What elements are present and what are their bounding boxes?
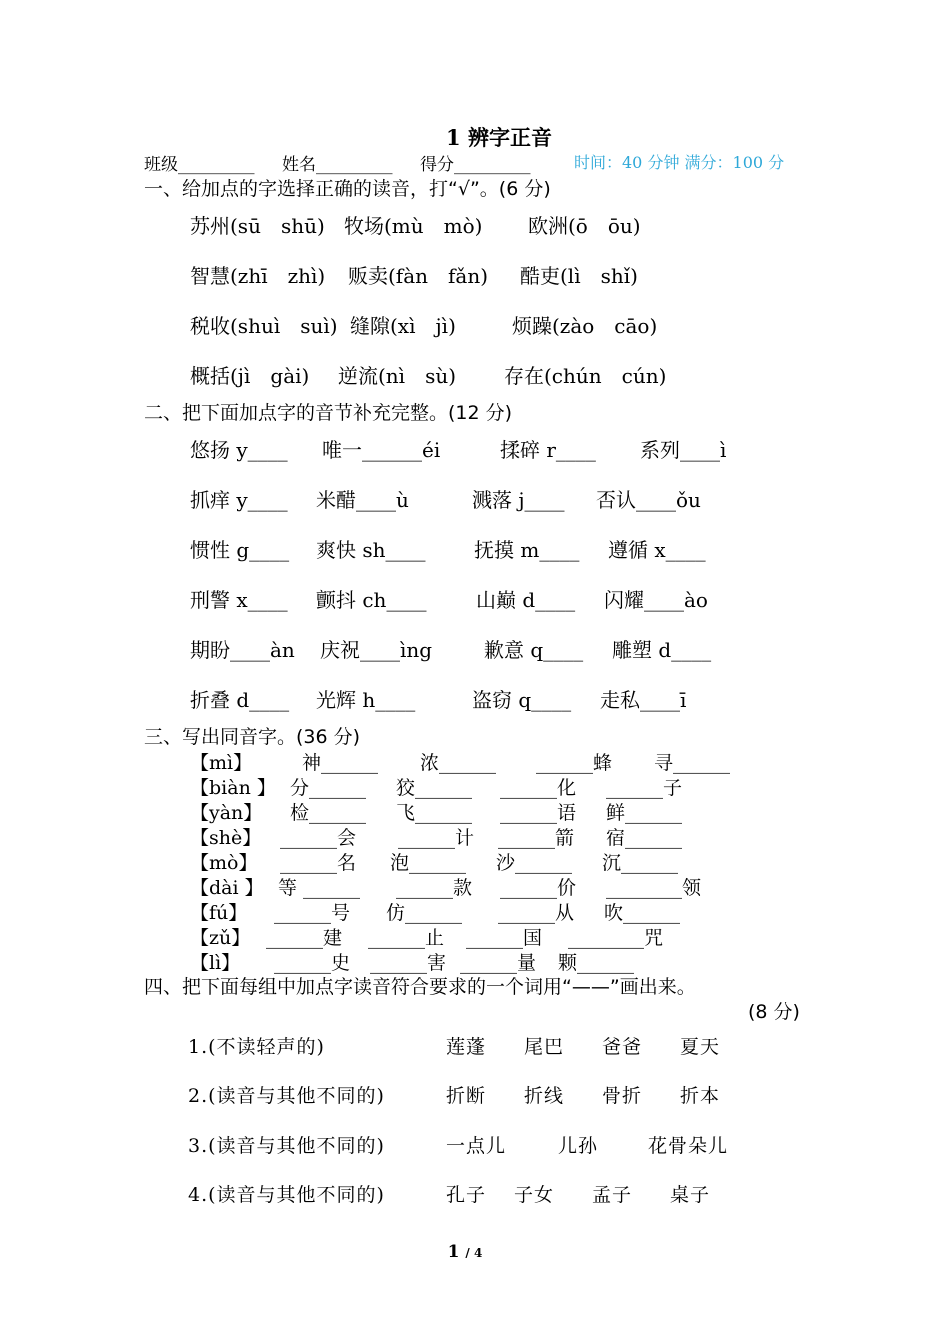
s2-item: 雕塑 d____ bbox=[612, 638, 712, 662]
s4-word: 骨折 bbox=[602, 1085, 643, 1107]
s1-item: 牧场(mù mò) bbox=[344, 214, 483, 238]
s4-word: 折本 bbox=[680, 1085, 721, 1107]
s3-blank: ______号 bbox=[274, 902, 351, 924]
s2-item: 溅落 j____ bbox=[472, 488, 565, 512]
s3-blank: ______史 bbox=[274, 952, 351, 974]
section-4-heading: 四、把下面每组中加点字读音符合要求的一个词用“——”画出来。 bbox=[144, 976, 696, 998]
s3-pinyin: 【biàn 】 bbox=[190, 777, 276, 799]
name-field: 姓名_________ bbox=[282, 155, 393, 175]
s3-blank: ______止 bbox=[368, 927, 445, 949]
s3-blank: ______款 bbox=[396, 877, 473, 899]
s3-blank: ______会 bbox=[280, 827, 357, 849]
s1-item: 烦躁(zào cāo) bbox=[512, 314, 658, 338]
s2-item: 走私____ī bbox=[600, 688, 687, 712]
s3-blank: ______箭 bbox=[498, 827, 575, 849]
s3-blank: ______化 bbox=[500, 777, 577, 799]
s2-item: 揉碎 r____ bbox=[500, 438, 596, 462]
s4-word: 爸爸 bbox=[602, 1036, 643, 1058]
s3-blank: ______害 bbox=[370, 952, 447, 974]
s2-item: 庆祝____ìng bbox=[320, 638, 433, 662]
s3-blank: 寻______ bbox=[654, 752, 731, 774]
s1-item: 概括(jì gài) bbox=[190, 364, 310, 388]
s3-blank: ______语 bbox=[500, 802, 577, 824]
s3-blank: ______价 bbox=[500, 877, 577, 899]
s2-item: 系列____ì bbox=[640, 438, 727, 462]
s1-item: 智慧(zhī zhì) bbox=[190, 264, 326, 288]
s3-blank: 仿______ bbox=[386, 902, 463, 924]
s3-blank: ________领 bbox=[606, 877, 702, 899]
class-field: 班级_________ bbox=[144, 155, 255, 175]
s3-blank: 沉______ bbox=[602, 852, 679, 874]
s4-word: 折线 bbox=[524, 1085, 565, 1107]
s3-blank: ______蜂 bbox=[536, 752, 613, 774]
s3-pinyin: 【mì】 bbox=[190, 752, 253, 774]
s2-item: 米醋____ù bbox=[316, 488, 409, 512]
s2-item: 盗窃 q____ bbox=[472, 688, 572, 712]
s3-blank: 沙______ bbox=[496, 852, 573, 874]
s4-word: 儿孙 bbox=[558, 1135, 599, 1157]
s1-item: 存在(chún cún) bbox=[504, 364, 667, 388]
s3-blank: ______子 bbox=[606, 777, 683, 799]
s3-blank: 神______ bbox=[302, 752, 379, 774]
s4-word: 桌子 bbox=[670, 1184, 711, 1206]
s3-blank: 颗______ bbox=[558, 952, 635, 974]
s2-item: 歉意 q____ bbox=[484, 638, 584, 662]
s2-item: 颤抖 ch____ bbox=[316, 588, 427, 612]
s2-item: 唯一______éi bbox=[322, 438, 441, 462]
s3-blank: 浓______ bbox=[420, 752, 497, 774]
s3-blank: ______量 bbox=[460, 952, 537, 974]
s3-blank: ______名 bbox=[280, 852, 357, 874]
s2-item: 闪耀____ào bbox=[604, 588, 708, 612]
s3-blank: 吹______ bbox=[604, 902, 681, 924]
score-field: 得分_________ bbox=[420, 155, 531, 175]
s3-blank: ______计 bbox=[398, 827, 475, 849]
s3-blank: 分______ bbox=[290, 777, 367, 799]
s1-item: 税收(shuì suì) bbox=[190, 314, 338, 338]
s2-item: 惯性 g____ bbox=[190, 538, 290, 562]
s3-blank: ________咒 bbox=[568, 927, 664, 949]
s3-pinyin: 【zǔ】 bbox=[190, 927, 251, 949]
s3-blank: 飞______ bbox=[396, 802, 473, 824]
s2-item: 爽快 sh____ bbox=[316, 538, 426, 562]
s2-item: 悠扬 y____ bbox=[190, 438, 288, 462]
s4-word: 花骨朵儿 bbox=[648, 1135, 729, 1157]
section-3-heading: 三、写出同音字。(36 分) bbox=[144, 726, 361, 748]
s3-blank: 泡______ bbox=[390, 852, 467, 874]
s4-word: 一点儿 bbox=[446, 1135, 507, 1157]
s1-item: 酷吏(lì shǐ) bbox=[520, 264, 638, 288]
s3-blank: 宿______ bbox=[606, 827, 683, 849]
s1-item: 逆流(nì sù) bbox=[338, 364, 457, 388]
s2-item: 刑警 x____ bbox=[190, 588, 288, 612]
s3-pinyin: 【lì】 bbox=[190, 952, 241, 974]
total-pages: / 4 bbox=[465, 1246, 483, 1260]
s4-word: 折断 bbox=[446, 1085, 487, 1107]
s3-blank: 检______ bbox=[290, 802, 367, 824]
s3-pinyin: 【mò】 bbox=[190, 852, 258, 874]
page-title: 1 辨字正音 bbox=[446, 125, 552, 150]
s2-item: 否认____ǒu bbox=[596, 488, 701, 512]
s4-word: 莲蓬 bbox=[446, 1036, 487, 1058]
section-1-heading: 一、给加点的字选择正确的读音，打“√”。(6 分) bbox=[144, 178, 551, 200]
s2-item: 光辉 h____ bbox=[316, 688, 416, 712]
s3-pinyin: 【yàn】 bbox=[190, 802, 263, 824]
s1-item: 缝隙(xì jì) bbox=[350, 314, 456, 338]
s4-instruction: 1.(不读轻声的) bbox=[188, 1036, 325, 1058]
current-page: 1 bbox=[447, 1242, 460, 1262]
s2-item: 抚摸 m____ bbox=[474, 538, 580, 562]
s3-blank: 狡______ bbox=[396, 777, 473, 799]
s4-instruction: 4.(读音与其他不同的) bbox=[188, 1184, 385, 1206]
page-number bbox=[0, 1242, 930, 1262]
time-limit: 时间：40 分钟 满分：100 分 bbox=[574, 153, 785, 172]
s3-blank: 等 ______ bbox=[278, 877, 361, 899]
s2-item: 折叠 d____ bbox=[190, 688, 290, 712]
section-4-points: (8 分) bbox=[748, 1001, 800, 1023]
s3-pinyin: 【shè】 bbox=[190, 827, 262, 849]
s4-instruction: 3.(读音与其他不同的) bbox=[188, 1135, 385, 1157]
s4-word: 子女 bbox=[514, 1184, 555, 1206]
s1-item: 苏州(sū shū) bbox=[190, 214, 325, 238]
s2-item: 遵循 x____ bbox=[608, 538, 706, 562]
s4-instruction: 2.(读音与其他不同的) bbox=[188, 1085, 385, 1107]
s4-word: 尾巴 bbox=[524, 1036, 565, 1058]
s3-blank: 鲜______ bbox=[606, 802, 683, 824]
s2-item: 抓痒 y____ bbox=[190, 488, 288, 512]
s4-word: 夏天 bbox=[680, 1036, 721, 1058]
section-2-heading: 二、把下面加点字的音节补充完整。(12 分) bbox=[144, 402, 513, 424]
s3-pinyin: 【fú】 bbox=[190, 902, 248, 924]
s1-item: 欧洲(ō ōu) bbox=[528, 214, 641, 238]
s2-item: 期盼____àn bbox=[190, 638, 295, 662]
s3-pinyin: 【dài 】 bbox=[190, 877, 264, 899]
s1-item: 贩卖(fàn fǎn) bbox=[348, 264, 489, 288]
s3-blank: ______建 bbox=[266, 927, 343, 949]
s3-blank: ______从 bbox=[498, 902, 575, 924]
s4-word: 孔子 bbox=[446, 1184, 487, 1206]
s4-word: 孟子 bbox=[592, 1184, 633, 1206]
s3-blank: ______国 bbox=[466, 927, 543, 949]
s2-item: 山巅 d____ bbox=[476, 588, 576, 612]
